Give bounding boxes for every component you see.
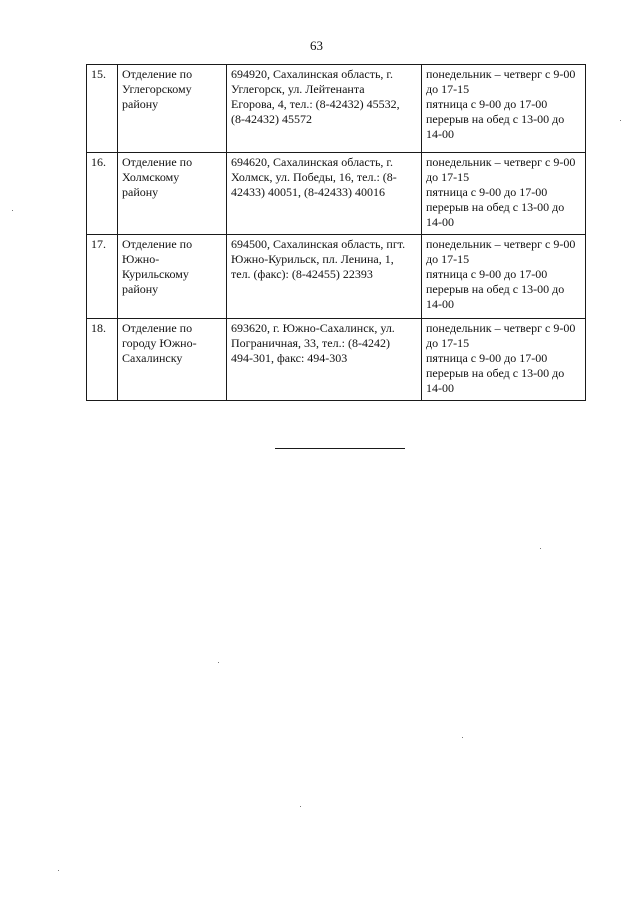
hours-line: пятница с 9-00 до 17-00	[426, 97, 548, 111]
scan-speck	[218, 662, 219, 663]
hours-line: до 17-15	[426, 252, 470, 266]
address-line: Егорова, 4, тел.: (8-42432) 45532,	[231, 97, 400, 111]
scan-speck	[462, 737, 463, 738]
hours-line: перерыв на обед с 13-00 до	[426, 112, 565, 126]
table-row	[87, 65, 586, 153]
hours-line: пятница с 9-00 до 17-00	[426, 267, 548, 281]
office-name-line: городу Южно-	[122, 336, 197, 350]
offices-table	[86, 64, 586, 401]
row-number: 17.	[87, 235, 118, 319]
address-line: 694500, Сахалинская область, пгт.	[231, 237, 406, 251]
office-hours	[422, 235, 586, 319]
address-line: 693620, г. Южно-Сахалинск, ул.	[231, 321, 395, 335]
office-address	[227, 153, 422, 235]
office-hours	[422, 65, 586, 153]
scan-speck	[58, 870, 59, 871]
hours-line: понедельник – четверг с 9-00	[426, 321, 576, 335]
address-line: 694920, Сахалинская область, г.	[231, 67, 393, 81]
office-hours	[422, 153, 586, 235]
hours-line: пятница с 9-00 до 17-00	[426, 351, 548, 365]
hours-line: до 17-15	[426, 336, 470, 350]
address-line: Углегорск, ул. Лейтенанта	[231, 82, 365, 96]
address-line: (8-42432) 45572	[231, 112, 312, 126]
hours-line: до 17-15	[426, 170, 470, 184]
address-line: тел. (факс): (8-42455) 22393	[231, 267, 373, 281]
hours-line: перерыв на обед с 13-00 до	[426, 282, 565, 296]
office-name	[118, 153, 227, 235]
office-name-line: Отделение по	[122, 155, 193, 169]
office-name-line: Сахалинску	[122, 351, 183, 365]
office-name-line: Отделение по	[122, 321, 193, 335]
office-name-line: Курильскому	[122, 267, 189, 281]
table-row	[87, 319, 586, 401]
address-line: Холмск, ул. Победы, 16, тел.: (8-	[231, 170, 397, 184]
hours-line: 14-00	[426, 127, 454, 141]
office-name-line: Южно-	[122, 252, 160, 266]
office-name-line: району	[122, 185, 159, 199]
scan-speck	[620, 120, 621, 121]
office-name	[118, 65, 227, 153]
office-address	[227, 235, 422, 319]
hours-line: 14-00	[426, 297, 454, 311]
office-address	[227, 65, 422, 153]
hours-line: понедельник – четверг с 9-00	[426, 67, 576, 81]
hours-line: до 17-15	[426, 82, 470, 96]
hours-line: понедельник – четверг с 9-00	[426, 237, 576, 251]
address-line: Южно-Курильск, пл. Ленина, 1,	[231, 252, 394, 266]
address-line: Пограничная, 33, тел.: (8-4242)	[231, 336, 390, 350]
hours-line: понедельник – четверг с 9-00	[426, 155, 576, 169]
hours-line: перерыв на обед с 13-00 до	[426, 366, 565, 380]
address-line: 494-301, факс: 494-303	[231, 351, 348, 365]
row-number: 15.	[87, 65, 118, 153]
office-name-line: району	[122, 282, 159, 296]
page-number: 63	[310, 38, 323, 53]
row-number: 16.	[87, 153, 118, 235]
office-hours	[422, 319, 586, 401]
hours-line: пятница с 9-00 до 17-00	[426, 185, 548, 199]
hours-line: 14-00	[426, 381, 454, 395]
scan-speck	[540, 548, 541, 549]
office-name-line: Холмскому	[122, 170, 180, 184]
table-row	[87, 235, 586, 319]
row-number: 18.	[87, 319, 118, 401]
scan-speck	[12, 210, 13, 211]
office-name-line: Отделение по	[122, 237, 193, 251]
hours-line: перерыв на обед с 13-00 до	[426, 200, 565, 214]
end-of-table-rule	[275, 448, 405, 449]
office-name-line: району	[122, 97, 159, 111]
office-address	[227, 319, 422, 401]
address-line: 42433) 40051, (8-42433) 40016	[231, 185, 385, 199]
address-line: 694620, Сахалинская область, г.	[231, 155, 393, 169]
hours-line: 14-00	[426, 215, 454, 229]
scan-speck	[300, 806, 301, 807]
table-row	[87, 153, 586, 235]
office-name	[118, 319, 227, 401]
office-name-line: Отделение по	[122, 67, 193, 81]
office-name	[118, 235, 227, 319]
office-name-line: Углегорскому	[122, 82, 192, 96]
